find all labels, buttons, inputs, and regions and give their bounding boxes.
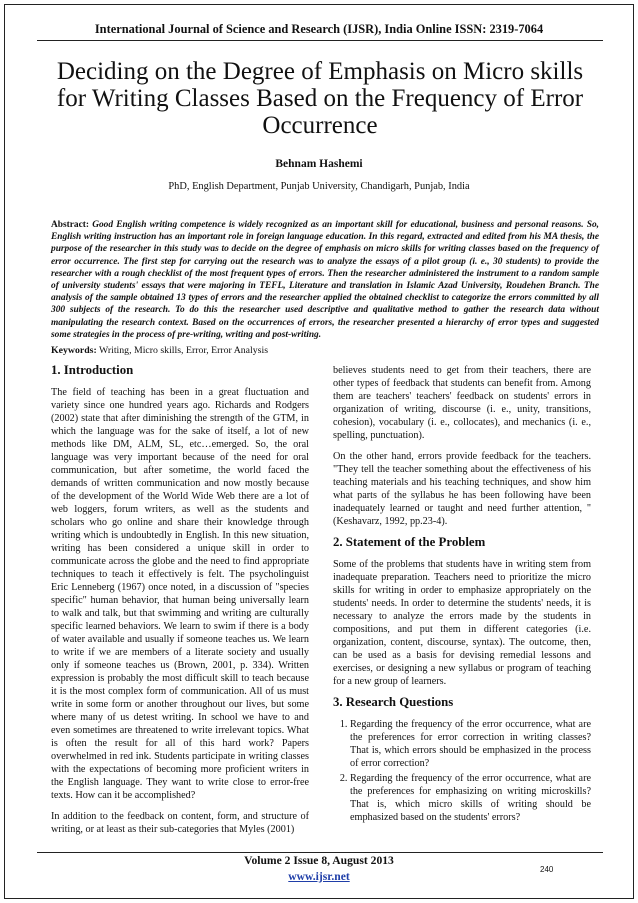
intro-paragraph-4: On the other hand, errors provide feedback for the teachers. "They tell the teacher something about the effectiveness of his teaching materials and his teaching techniques, and show him what parts of the syllabus he has been following have been inadequately learned or taught and need further attention, " (Keshavarz, 1992, pp.23-4). [333, 451, 591, 527]
author-affiliation: PhD, English Department, Punjab University, Chandigarh, Punjab, India [168, 181, 470, 192]
intro-paragraph-2: In addition to the feedback on content, form, and structure of writing, or at least as their sub-categories that Myles (2001) [51, 811, 309, 835]
paper-title: Deciding on the Degree of Emphasis on Micro skills for Writing Classes Based on the Frequency of Error Occurrence [56, 58, 584, 139]
journal-url-link[interactable]: www.ijsr.net [288, 870, 350, 883]
abstract [51, 219, 599, 341]
research-question-2: 2. Regarding the frequency of the error occurrence, what are the preferences for emphasizing on writing microskills? That is, which micro skills of writing should be emphasized based on the students' errors? [350, 772, 591, 824]
section-heading-introduction: 1. Introduction [51, 363, 134, 377]
section-heading-problem: 2. Statement of the Problem [333, 535, 486, 549]
keywords-text: Writing, Micro skills, Error, Error Analysis [99, 345, 269, 356]
volume-info: Volume 2 Issue 8, August 2013 [244, 854, 394, 867]
intro-paragraph-3: believes students need to get from their teachers, there are other types of feedback that students can benefit from. Among them are teachers' teachers' feedback on students' errors in organization of writing, discourse (i. e., unity, transitions, cohesion), vocabulary (i. e., collocates), and mechanics (i. e., spelling, punctuation). [333, 365, 591, 441]
intro-paragraph-1: The field of teaching has been in a great fluctuation and variety since one hundred years ago. Richards and Rodgers (2002) state that after diminishing the strength of the GTM, in which the language was for the sake of itself, a lot of new methods like DM, ALM, SL, etc…emerged. So, the oral language was very important because of the need for oral communication, but after sometime, the world faced the demands of written communication and now mostly because of the development of the World Wide Web there are a lot of web loggers, forum writers, as well as the students and scholars who go online and share their knowledge through writing which is undoubtedly in English. In this new situation, writing has been considered a unique skill in order to communicate across the globe and the need to find appropriate techniques to teach it effectively is felt. The psycholinguist Eric Lenneberg (1967) once noted, in a discussion of "species specific" human behavior, that human being universally learn to walk and talk, but that swimming and writing are culturally specific learned behaviors. We learn to swim if there is a body of water available and usually if someone teaches us. We learn to write if we are members of a literate society and usually only if someone teaches us (Brown, 2001, p. 334). Written expression is probably the most difficult skill to teach because it is the most complex form of communication. All of us must write in some form or another throughout our lives, but some where many of us detest writing. In school we have to and even sometimes are threatened to write irrelevant topics. What is often the result for all of this hard work? Papers overwhelmed in red ink. Students participate in writing classes with the expectations of becoming more proficient writers in the English language. They want to write close to error-free texts. How can it be accomplished? [51, 387, 309, 801]
keywords-label: Keywords: [51, 345, 97, 356]
abstract-label: Abstract: [51, 220, 90, 230]
header-divider [37, 40, 603, 41]
research-question-1: 1. Regarding the frequency of the error occurrence, what are the preferences for error correction in writing classes? That is, which errors should be emphasized in the process of error correction? [350, 718, 591, 770]
research-questions-list [333, 718, 591, 824]
page-number: 240 [540, 865, 554, 874]
journal-header: International Journal of Science and Research (IJSR), India Online ISSN: 2319-7064 [94, 22, 544, 36]
keywords [51, 345, 599, 356]
author-name: Behnam Hashemi [275, 158, 363, 170]
abstract-text: Good English writing competence is widely recognized as an important skill for educational, business and personal reasons. So, English writing instruction has an important role in foreign language education. In this regard, extracted and edited from his MA thesis, the purpose of the researcher in this study was to decide on the degree of emphasis on micro skills for writing classes based on the frequency of error occurrence. The first step for carrying out the research was to analyze the essays of a pilot group (i. e., 30 students) to provide the researcher with a rough checklist of the most frequent types of errors. Then the researcher administered the instrument to a random sample of university students' essays that were majoring in TEFL, Literature and translation in Islamic Azad University, Roudehen Branch. The analysis of the sample obtained 13 types of errors and the researcher applied the obtained checklist to categorize the errors committed by all 300 subjects of the research. To do this the researcher used descriptive and qualitative method to gather the research data without manipulating the research context. Based on the occurrences of errors, the researcher presented a hierarchy of error types and suggested some strategies in the process of pre-writing, writing and post-writing. [51, 220, 599, 340]
section-heading-questions: 3. Research Questions [333, 695, 454, 709]
problem-paragraph: Some of the problems that students have in writing stem from inadequate preparation. Teachers need to prioritize the micro skills for writing in order to emphasize appropriately on the students' needs. In order to determine the students' needs, it is necessary to analyze the errors made by the students in compositions, and put them in different categories (i.e. organization, content, discourse, syntax). The outcome, then, can be used as a basis for devising remedial lessons and exercises, or designing a new syllabus or program of teaching for a new group of learners. [333, 559, 591, 687]
right-column [333, 364, 591, 826]
left-column [51, 364, 309, 844]
